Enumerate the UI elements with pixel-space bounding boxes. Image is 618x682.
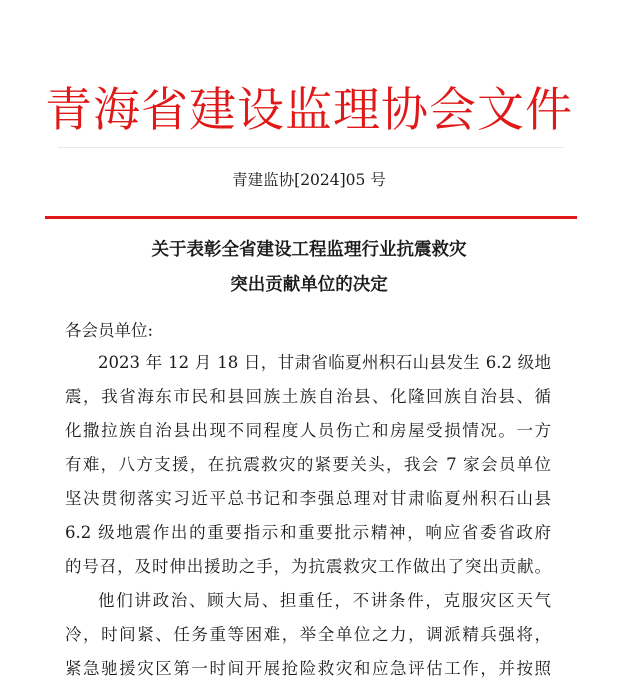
- document-title-line-2: 突出贡献单位的决定: [230, 275, 388, 295]
- paragraph-1-line-7: 的号召，及时伸出援助之手，为抗震救灾工作做出了突出贡献。: [65, 557, 551, 576]
- paragraph-1-line-1: 2023 年 12 月 18 日，甘肃省临夏州积石山县发生 6.2 级地: [98, 353, 551, 372]
- paragraph-2-line-2: 冷，时间紧、任务重等困难，举全单位之力，调派精兵强将，: [65, 625, 551, 644]
- paragraph-1-line-5: 坚决贯彻落实习近平总书记和李强总理对甘肃临夏州积石山县: [65, 489, 551, 508]
- salutation: 各会员单位:: [65, 321, 154, 340]
- paragraph-1-line-6: 6.2 级地震作出的重要指示和重要批示精神，响应省委省政府: [65, 523, 551, 542]
- document-title-line-1: 关于表彰全省建设工程监理行业抗震救灾: [151, 240, 467, 260]
- paragraph-2-line-3: 紧急驰援灾区第一时间开展抢险救灾和应急评估工作，并按照: [65, 659, 551, 678]
- paragraph-2-line-1: 他们讲政治、顾大局、担重任，不讲条件，克服灾区天气: [98, 591, 551, 610]
- paragraph-1-line-3: 化撒拉族自治县出现不同程度人员伤亡和房屋受损情况。一方: [65, 421, 551, 440]
- paragraph-1-line-2: 震，我省海东市民和县回族土族自治县、化隆回族自治县、循: [65, 387, 551, 406]
- header-divider: [58, 147, 563, 148]
- paragraph-1-line-4: 有难，八方支援，在抗震救灾的紧要关头，我会 7 家会员单位: [65, 455, 551, 474]
- issuer-header-title: 青海省建设监理协会文件: [45, 83, 573, 138]
- red-separator-rule: [45, 216, 577, 219]
- document-number: 青建监协[2024]05 号: [232, 171, 386, 189]
